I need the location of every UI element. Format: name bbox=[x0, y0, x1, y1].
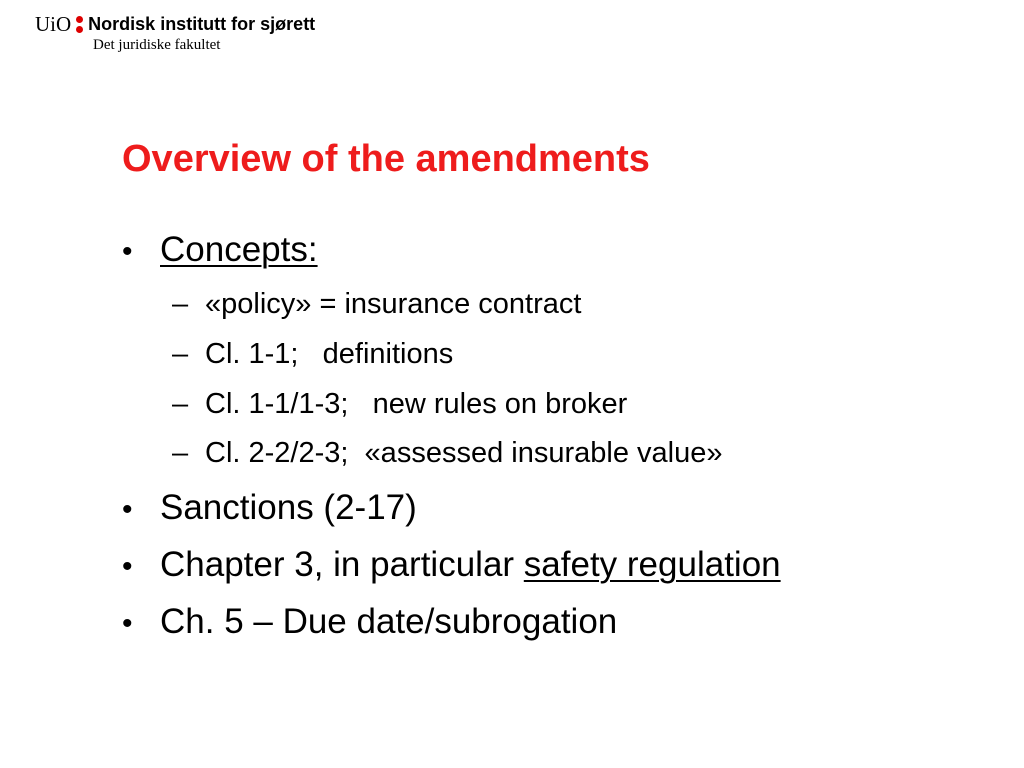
bullet-text: Sanctions (2-17) bbox=[160, 488, 417, 527]
sub-bullet-text: Cl. 1-1/1-3; new rules on broker bbox=[205, 388, 628, 420]
bullet-marker: • bbox=[122, 235, 133, 268]
sub-bullet-text: «policy» = insurance contract bbox=[205, 288, 582, 320]
bullet-chapter-5 bbox=[122, 598, 617, 648]
safety-regulation-link[interactable]: safety regulation bbox=[523, 545, 781, 584]
bullet-marker: • bbox=[122, 607, 133, 640]
institution-header bbox=[35, 12, 315, 54]
sub-bullet-marker: – bbox=[172, 288, 189, 320]
sub-bullet bbox=[172, 334, 453, 374]
sub-bullet bbox=[172, 433, 722, 473]
sub-bullet-marker: – bbox=[172, 437, 189, 469]
sub-bullet bbox=[172, 284, 581, 324]
institute-name: Nordisk institutt for sjørett bbox=[88, 14, 316, 34]
faculty-name: Det juridiske fakultet bbox=[93, 37, 221, 53]
bullet-text bbox=[160, 541, 781, 589]
bullet-marker: • bbox=[122, 550, 133, 583]
bullet-marker: • bbox=[122, 493, 133, 526]
sub-bullet-marker: – bbox=[172, 338, 189, 370]
bullet-sanctions bbox=[122, 484, 417, 534]
uio-logo-text: UiO bbox=[35, 12, 72, 36]
bullet-text: Ch. 5 – Due date/subrogation bbox=[160, 602, 618, 641]
sub-bullet bbox=[172, 384, 627, 424]
slide-title: Overview of the amendments bbox=[122, 138, 650, 180]
bullet-text-prefix: Chapter 3, in particular bbox=[160, 545, 524, 584]
sub-bullet-marker: – bbox=[172, 388, 189, 420]
bullet-chapter-3 bbox=[122, 541, 781, 591]
logo-dots-icon bbox=[76, 16, 83, 33]
sub-bullet-text: Cl. 2-2/2-3; «assessed insurable value» bbox=[205, 437, 723, 469]
sub-bullet-text: Cl. 1-1; definitions bbox=[205, 338, 454, 370]
bullet-text: Concepts: bbox=[160, 230, 318, 269]
bullet-concepts bbox=[122, 226, 318, 276]
logo-line bbox=[35, 12, 315, 36]
